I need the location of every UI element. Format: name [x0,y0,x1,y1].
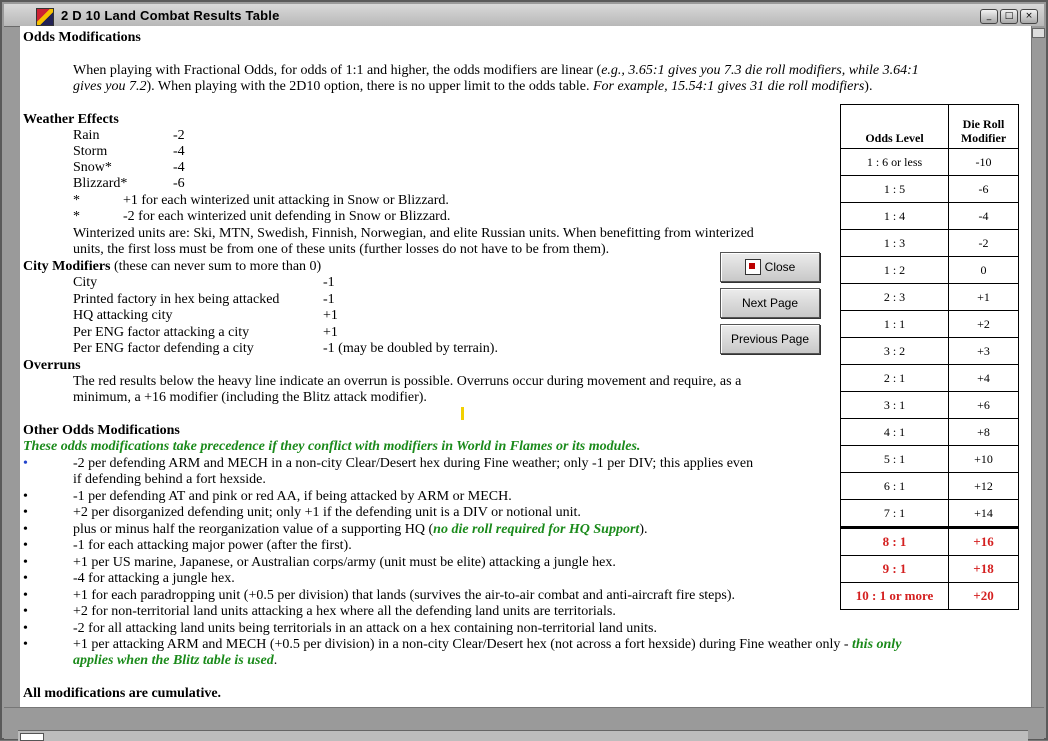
title-bar[interactable] [4,4,1044,27]
bullet: • [23,456,28,471]
other-item-blitz-continued [73,653,277,669]
odds-cell: 5 : 1 [841,446,949,473]
odds-cell: 4 : 1 [841,419,949,446]
city-label: City [73,275,98,290]
bullet: • [23,522,28,537]
weather-value: -2 [173,128,185,143]
weather-note-text: -2 for each winterized unit defending in Snow or Blizzard. [123,209,451,224]
modifier-cell: +12 [949,473,1019,500]
modifier-cell: +4 [949,365,1019,392]
table-row-overrun [841,528,1019,556]
table-row [841,473,1019,500]
other-item: -4 for attacking a jungle hex. [73,571,235,586]
odds-cell: 1 : 4 [841,203,949,230]
modifier-cell: +16 [949,528,1019,556]
modifier-cell: +1 [949,284,1019,311]
modifier-cell: +20 [949,583,1019,610]
modifier-cell: +14 [949,500,1019,528]
odds-cell: 10 : 1 or more [841,583,949,610]
text-span: ). When playing with the 2D10 option, there is no upper limit to the odds table. [146,79,593,94]
modifier-cell: -2 [949,230,1019,257]
other-item: +1 per US marine, Japanese, or Australian corps/army (unit must be elite) attacking a jungle hex. [73,555,616,570]
close-button[interactable] [720,252,820,282]
table-row [841,500,1019,528]
table-row [841,257,1019,284]
weather-heading: Weather Effects [23,112,119,127]
overruns-line2: minimum, a +16 modifier (including the Blitz attack modifier). [73,390,427,405]
odds-cell: 1 : 3 [841,230,949,257]
weather-label: Rain [73,128,100,143]
odds-cell: 8 : 1 [841,528,949,556]
modifier-cell: +6 [949,392,1019,419]
city-heading [23,259,321,275]
overruns-line1: The red results below the heavy line indicate an overrun is possible. Overruns occur during movement and require, as a [73,374,742,389]
text-span: When playing with Fractional Odds, for odds of 1:1 and higher, the odds modifiers are linear ( [73,63,602,78]
other-item: -1 for each attacking major power (after the first). [73,538,352,553]
other-heading: Other Odds Modifications [23,423,180,438]
close-window-button[interactable]: × [1020,9,1038,24]
table-row [841,284,1019,311]
city-value: -1 (may be doubled by terrain). [323,341,498,356]
odds-cell: 3 : 1 [841,392,949,419]
city-value: -1 [323,275,335,290]
city-label: Printed factory in hex being attacked [73,292,280,307]
right-frame [1031,26,1045,707]
other-item-continued: if defending behind a fort hexside. [73,472,266,487]
app-icon [36,8,54,26]
odds-table [840,104,1019,610]
weather-label: Blizzard* [73,176,128,191]
other-item: -2 per defending ARM and MECH in a non-city Clear/Desert hex during Fine weather; only -1 per DIV; this applies even [73,456,754,471]
minimize-button[interactable]: _ [980,9,998,24]
weather-value: -4 [173,160,185,175]
bullet: • [23,588,28,603]
bullet: • [23,637,28,652]
city-label: Per ENG factor attacking a city [73,325,250,340]
modifier-cell: +18 [949,556,1019,583]
odds-mod-para-line1 [73,63,919,79]
modifier-cell: +2 [949,311,1019,338]
other-item: +1 for each paradropping unit (+0.5 per division) that lands (survives the air-to-air combat and anti-aircraft fire steps). [73,588,736,603]
odds-cell: 7 : 1 [841,500,949,528]
text-span: no die roll required for HQ Support [433,522,640,537]
bullet: • [23,604,28,619]
text-span: applies when the Blitz table is used [73,653,274,668]
bullet: • [23,555,28,570]
other-item-blitz [73,637,901,653]
weather-note-mark: * [73,193,80,208]
button-label: Close [764,260,796,274]
overruns-heading: Overruns [23,358,81,373]
previous-page-button[interactable]: Previous Page [720,324,820,354]
modifier-cell: -6 [949,176,1019,203]
next-page-button[interactable]: Next Page [720,288,820,318]
other-item: -1 per defending AT and pink or red AA, if being attacked by ARM or MECH. [73,489,512,504]
other-item: +2 per disorganized defending unit; only +1 if the defending unit is a DIV or notional unit. [73,505,581,520]
modifier-cell: +3 [949,338,1019,365]
header-line: Modifier [960,131,1007,145]
weather-value: -4 [173,144,185,159]
close-door-icon [745,259,761,275]
weather-label: Snow* [73,160,112,175]
cumulative-note: All modifications are cumulative. [23,686,222,701]
table-row [841,311,1019,338]
modifier-header [949,105,1019,149]
maximize-button[interactable]: □ [1000,9,1018,24]
odds-mod-heading: Odds Modifications [23,30,141,45]
winterized-line2: units, the first loss must be from one of these units (further losses do not have to be from them). [73,242,610,257]
table-row [841,446,1019,473]
text-span: gives you 7.2 [73,79,147,94]
text-span: +1 per attacking ARM and MECH (+0.5 per division) in a non-city Clear/Desert hex (not across a fort hexside) during Fine weather only - [73,637,852,652]
table-row [841,176,1019,203]
table-row [841,365,1019,392]
modifier-cell: +8 [949,419,1019,446]
weather-label: Storm [73,144,108,159]
window-title: 2 D 10 Land Combat Results Table [61,8,280,23]
bullet: • [23,621,28,636]
odds-cell: 1 : 1 [841,311,949,338]
horizontal-scrollbar[interactable] [18,730,1028,741]
header-line: Die Roll [962,117,1005,131]
modifier-cell: -4 [949,203,1019,230]
weather-note-mark: * [73,209,80,224]
text-cursor [461,407,464,420]
other-item: -2 for all attacking land units being territorials in an attack on a hex containing non-territorial land units. [73,621,657,636]
table-row [841,149,1019,176]
city-label: HQ attacking city [73,308,173,323]
other-item: +2 for non-territorial land units attacking a hex where all the defending land units are territorials. [73,604,616,619]
text-span: (these can never sum to more than 0) [110,259,322,274]
modifier-cell: -10 [949,149,1019,176]
odds-cell: 2 : 3 [841,284,949,311]
text-span: ). [639,522,648,537]
table-row-overrun [841,583,1019,610]
other-item-hq [73,522,647,538]
winterized-line1: Winterized units are: Ski, MTN, Swedish, Finnish, Norwegian, and elite Russian units. When benefitting from winterized [73,226,754,241]
bullet: • [23,505,28,520]
table-row [841,203,1019,230]
odds-cell: 1 : 2 [841,257,949,284]
text-span: plus or minus half the reorganization value of a supporting HQ ( [73,522,434,537]
text-span: . [273,653,278,668]
modifier-cell: +10 [949,446,1019,473]
bullet: • [23,538,28,553]
weather-note-text: +1 for each winterized unit attacking in Snow or Blizzard. [123,193,449,208]
odds-cell: 6 : 1 [841,473,949,500]
city-label: Per ENG factor defending a city [73,341,254,356]
table-row [841,338,1019,365]
odds-cell: 3 : 2 [841,338,949,365]
vertical-scroll-thumb[interactable] [1032,28,1045,38]
odds-cell: 1 : 6 or less [841,149,949,176]
content-pane [20,26,1031,707]
text-span: City Modifiers [23,259,111,274]
text-span: ). [864,79,873,94]
city-value: +1 [323,325,338,340]
odds-mod-para-line2 [73,79,872,95]
weather-value: -6 [173,176,185,191]
table-row [841,392,1019,419]
bullet: • [23,571,28,586]
city-value: +1 [323,308,338,323]
odds-cell: 1 : 5 [841,176,949,203]
odds-cell: 2 : 1 [841,365,949,392]
city-value: -1 [323,292,335,307]
odds-level-header: Odds Level [841,105,949,149]
text-span: e.g., 3.65:1 gives you 7.3 die roll modifiers, while 3.64:1 [601,63,919,78]
text-span: For example, 15.54:1 gives 31 die roll modifiers [593,79,865,94]
table-row [841,419,1019,446]
modifier-cell: 0 [949,257,1019,284]
table-row [841,230,1019,257]
precedence-note: These odds modifications take precedence if they conflict with modifiers in World in Flames or its modules. [23,439,641,454]
odds-cell: 9 : 1 [841,556,949,583]
bullet: • [23,489,28,504]
table-row-overrun [841,556,1019,583]
text-span: this only [852,637,902,652]
